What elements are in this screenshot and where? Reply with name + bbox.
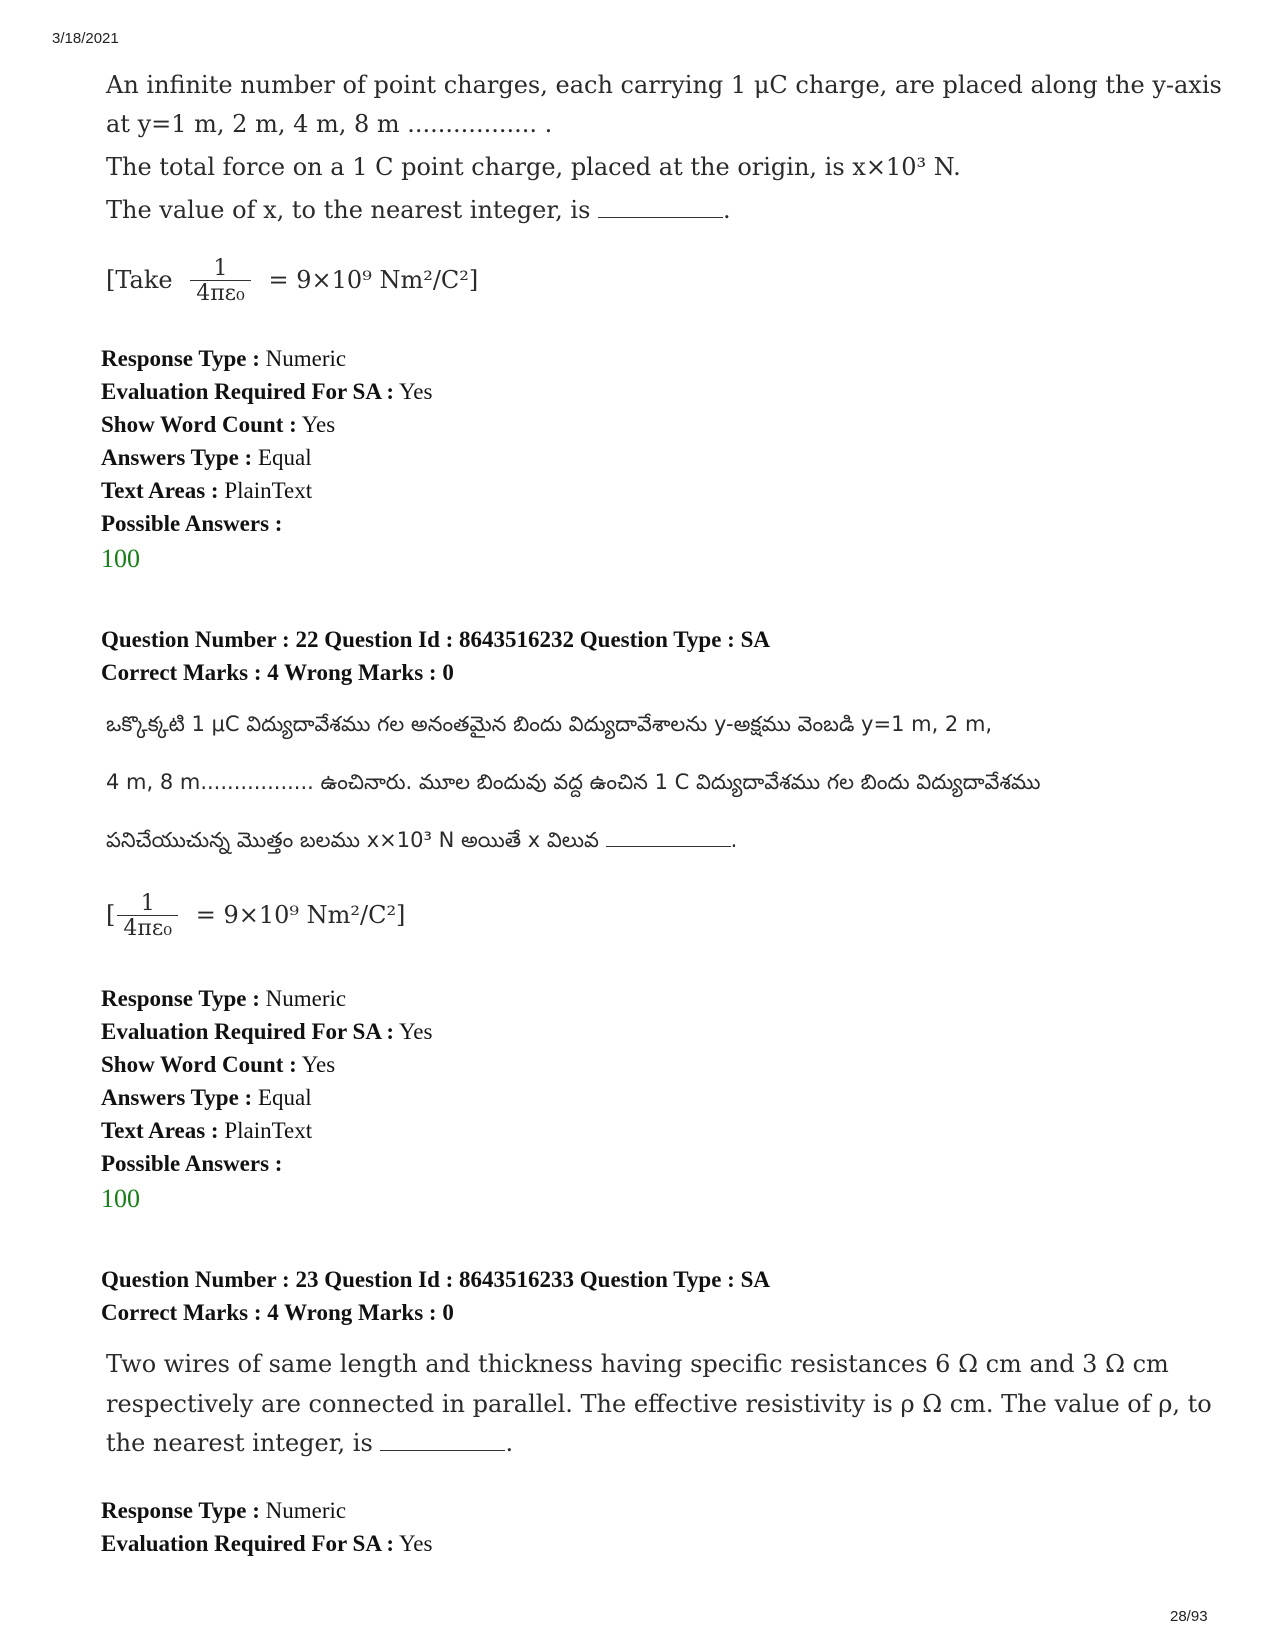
q22-text-areas: Text Areas : PlainText [101,1118,313,1143]
fraction [117,893,178,940]
q22-response-type: Response Type : Numeric [101,986,347,1011]
q23-text-line-2: respectively are connected in parallel. The effective resistivity is ρ Ω cm. The value of ρ, to [106,1390,1212,1418]
q23-text-line-3: the nearest integer, is . [106,1429,514,1457]
formula-prefix: [ [106,901,116,929]
q22-marks: Correct Marks : 4 Wrong Marks : 0 [101,660,454,685]
q23-evaluation-required: Evaluation Required For SA : Yes [101,1531,433,1556]
q21-text-line-3: The total force on a 1 C point charge, placed at the origin, is x×10³ N. [106,153,961,181]
q22-heading: Question Number : 22 Question Id : 8643516232 Question Type : SA [101,627,770,652]
q21-text-line-4: The value of x, to the nearest integer, is . [106,196,731,224]
q22-text-line-2: 4 m, 8 m................. ఉంచినారు. మూల బిందువు వద్ద ఉంచిన 1 C విద్యుదావేశము గల బిందు విద్యుదావేశము [106,770,1041,794]
q23-heading: Question Number : 23 Question Id : 8643516233 Question Type : SA [101,1267,770,1292]
q23-text-line-3-label: the nearest integer, is [106,1429,373,1457]
q21-response-type: Response Type : Numeric [101,346,347,371]
q22-text-line-1: ఒక్కొక్కటి 1 μC విద్యుదావేశము గల అనంతమైన బిందు విద్యుదావేశాలను y-అక్షము వెంబడి y=1 m, 2 m, [106,712,993,736]
q21-possible-answers-label: Possible Answers : [101,511,283,536]
q21-evaluation-required: Evaluation Required For SA : Yes [101,379,433,404]
answer-blank [380,1432,505,1451]
fraction-denominator: 4πε₀ [117,915,178,940]
q21-show-word-count: Show Word Count : Yes [101,412,336,437]
fraction-numerator: 1 [140,891,155,916]
q21-constant-formula [106,258,478,305]
q22-evaluation-required: Evaluation Required For SA : Yes [101,1019,433,1044]
q23-response-type: Response Type : Numeric [101,1498,347,1523]
formula-suffix: = 9×10⁹ Nm²/C²] [268,266,479,294]
q23-marks: Correct Marks : 4 Wrong Marks : 0 [101,1300,454,1325]
q22-show-word-count: Show Word Count : Yes [101,1052,336,1077]
fraction [190,258,251,305]
answer-blank [606,828,731,847]
formula-suffix: = 9×10⁹ Nm²/C²] [195,901,406,929]
q21-text-line-4-label: The value of x, to the nearest integer, is [106,196,591,224]
formula-prefix: [Take [106,266,173,294]
q22-constant-formula [106,893,405,940]
q22-answers-type: Answers Type : Equal [101,1085,312,1110]
q21-text-line-2: at y=1 m, 2 m, 4 m, 8 m ................. . [106,110,553,138]
q22-possible-answers-label: Possible Answers : [101,1151,283,1176]
print-date: 3/18/2021 [52,30,119,47]
answer-blank [598,199,723,218]
q22-text-line-3-label: పనిచేయుచున్న మొత్తం బలము x×10³ N అయితే x విలువ [106,828,599,852]
q21-text-areas: Text Areas : PlainText [101,478,313,503]
q22-possible-answer: 100 [101,1184,140,1213]
q21-answers-type: Answers Type : Equal [101,445,312,470]
q21-text-line-1: An infinite number of point charges, each carrying 1 μC charge, are placed along the y-axis [106,71,1222,99]
fraction-numerator: 1 [213,256,228,281]
page-number: 28/93 [1170,1608,1208,1625]
q23-text-line-1: Two wires of same length and thickness having specific resistances 6 Ω cm and 3 Ω cm [106,1350,1169,1378]
q21-possible-answer: 100 [101,544,140,573]
fraction-denominator: 4πε₀ [190,280,251,305]
q22-text-line-3: పనిచేయుచున్న మొత్తం బలము x×10³ N అయితే x విలువ . [106,828,738,852]
